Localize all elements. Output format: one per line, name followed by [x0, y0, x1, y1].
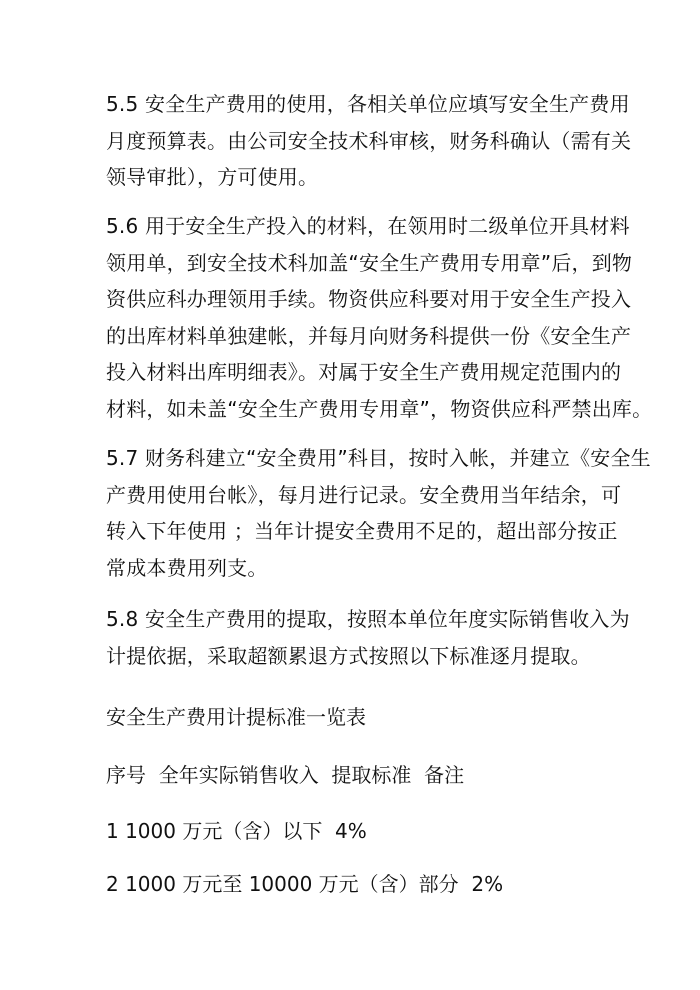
- text-line: 计提依据，采取超额累退方式按照以下标准逐月提取。: [106, 643, 591, 668]
- table-row: 1 1000 万元（含）以下 4%: [106, 819, 367, 843]
- text-line: 常成本费用列支。: [106, 555, 268, 580]
- table-title: 安全生产费用计提标准一览表: [106, 705, 366, 729]
- text-line: 领用单，到安全技术科加盖“安全生产费用专用章”后，到物: [106, 250, 633, 275]
- table-header: 序号 全年实际销售收入 提取标准 备注: [106, 763, 465, 787]
- text-line: 5.7 财务科建立“安全费用”科目，按时入帐，并建立《安全生: [106, 446, 651, 470]
- text-line: 5.6 用于安全生产投入的材料，在领用时二级单位开具材料: [106, 214, 630, 238]
- paragraph-5-5: [106, 86, 632, 196]
- paragraph-5-8: [106, 601, 630, 674]
- text-line: 月度预算表。由公司安全技术科审核，财务科确认（需有关: [106, 128, 632, 153]
- text-line: 材料，如未盖“安全生产费用专用章”，物资供应科严禁出库。: [106, 396, 653, 421]
- text-line: 投入材料出库明细表》。对属于安全生产费用规定范围内的: [106, 360, 622, 384]
- text-line: 转入下年使用 ；当年计提安全费用不足的，超出部分按正: [106, 519, 618, 543]
- text-line: 资供应科办理领用手续。物资供应科要对用于安全生产投入: [106, 287, 632, 311]
- text-line: 的出库材料单独建帐，并每月向财务科提供一份《安全生产: [106, 323, 632, 348]
- paragraph-5-6: [106, 208, 653, 427]
- text-line: 产费用使用台帐》，每月进行记录。安全费用当年结余，可: [106, 482, 622, 507]
- text-line: 领导审批），方可使用。: [106, 165, 319, 189]
- table-row: 2 1000 万元至 10000 万元（含）部分 2%: [106, 872, 504, 896]
- text-line: 5.8 安全生产费用的提取，按照本单位年度实际销售收入为: [106, 607, 630, 631]
- text-line: 5.5 安全生产费用的使用，各相关单位应填写安全生产费用: [106, 92, 630, 116]
- paragraph-5-7: [106, 440, 651, 586]
